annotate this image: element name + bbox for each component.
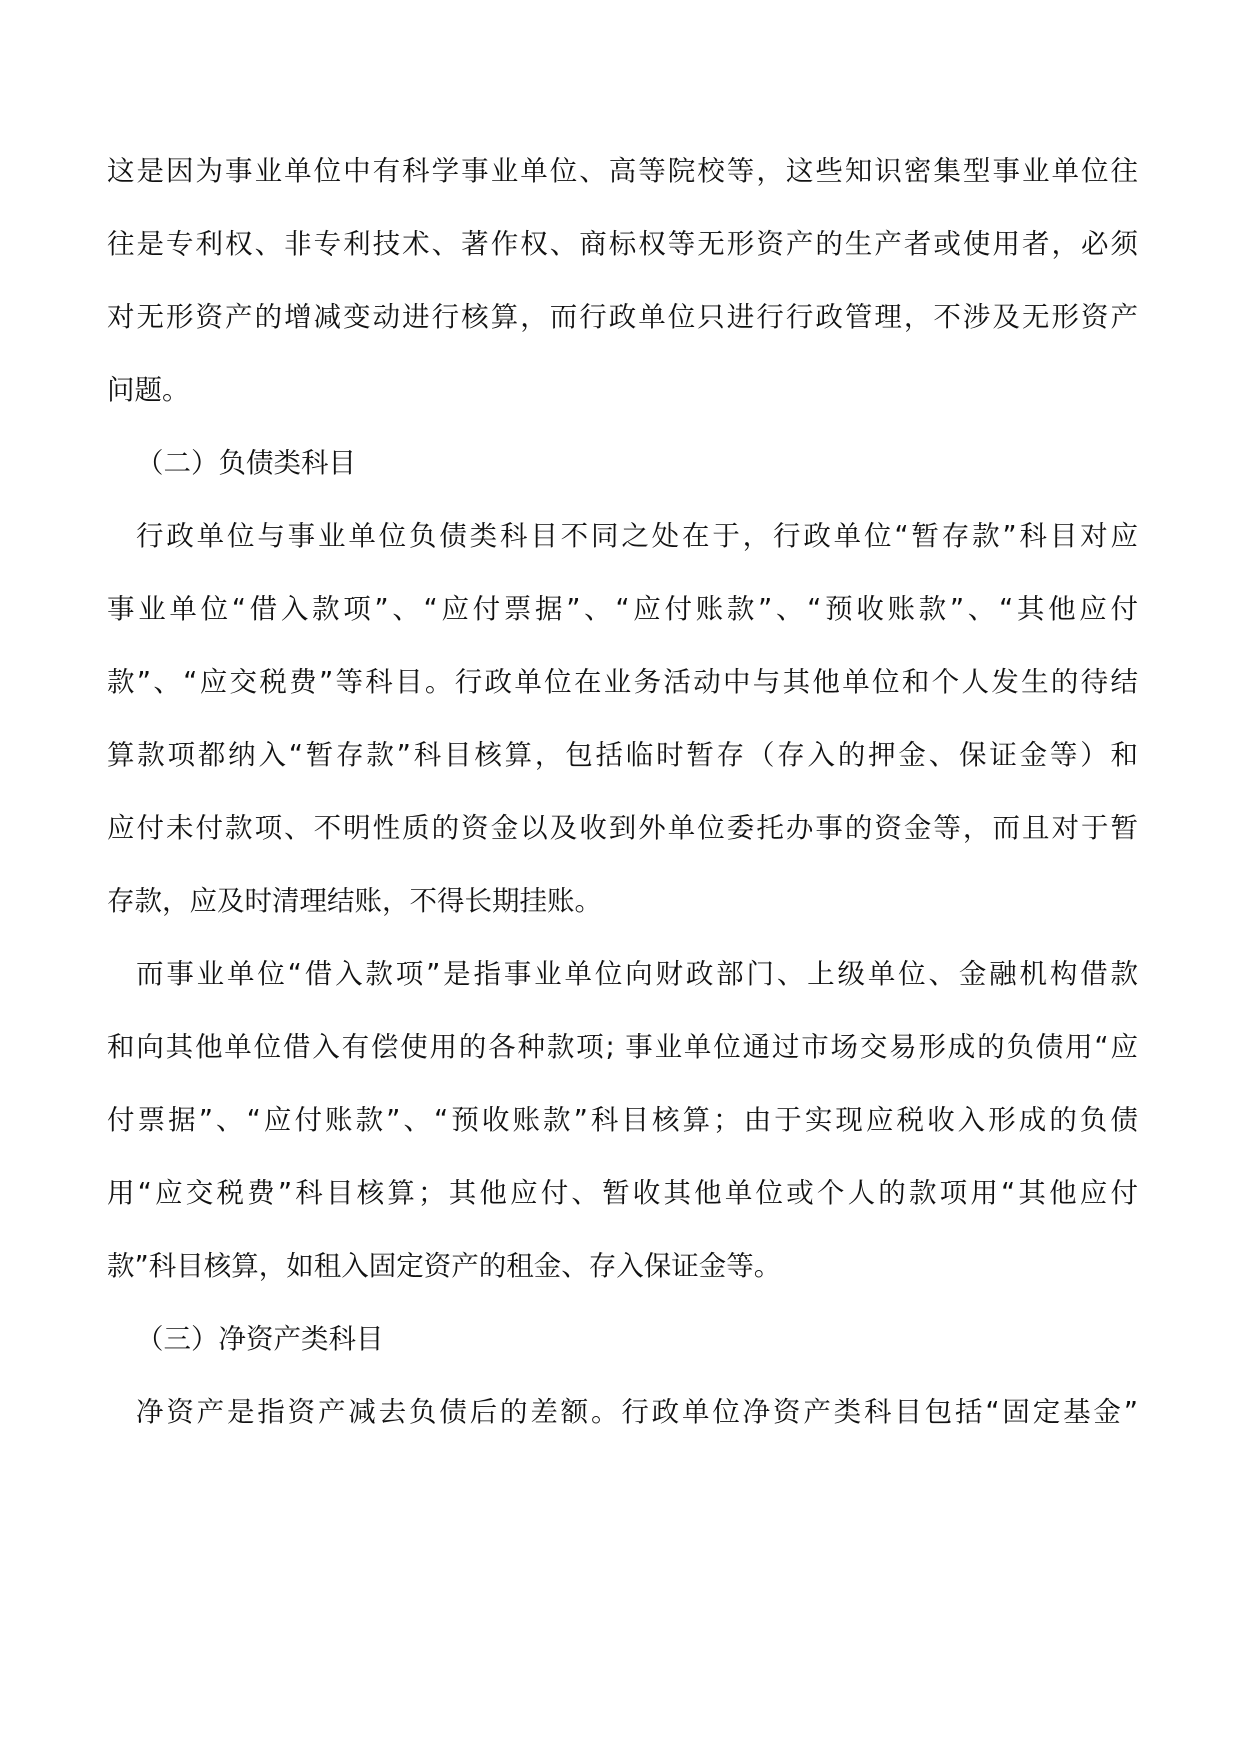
body-text-line: 付票据”、“应付账款”、“预收账款”科目核算；由于实现应税收入形成的负债 [107,1104,1138,1136]
body-text-line: 这是因为事业单位中有科学事业单位、高等院校等，这些知识密集型事业单位往 [107,155,1138,187]
body-text-line: 算款项都纳入“暂存款”科目核算，包括临时暂存（存入的押金、保证金等）和 [107,739,1138,771]
body-text-line: 问题。 [107,374,190,406]
body-text-line: 存款，应及时清理结账，不得长期挂账。 [107,885,602,917]
body-text-line: 事业单位“借入款项”、“应付票据”、“应付账款”、“预收账款”、“其他应付 [107,593,1138,625]
body-text-line: 款”、“应交税费”等科目。行政单位在业务活动中与其他单位和个人发生的待结 [107,666,1138,698]
body-text-line: 和向其他单位借入有偿使用的各种款项; 事业单位通过市场交易形成的负债用“应 [107,1031,1138,1063]
body-text-line: 而事业单位“借入款项”是指事业单位向财政部门、上级单位、金融机构借款 [136,958,1138,990]
section-heading: （三）净资产类科目 [136,1323,384,1355]
body-text-line: 行政单位与事业单位负债类科目不同之处在于，行政单位“暂存款”科目对应 [136,520,1138,552]
body-text-line: 往是专利权、非专利技术、著作权、商标权等无形资产的生产者或使用者，必须 [107,228,1138,260]
body-text-line: 用“应交税费”科目核算；其他应付、暂收其他单位或个人的款项用“其他应付 [107,1177,1138,1209]
body-text-line: 应付未付款项、不明性质的资金以及收到外单位委托办事的资金等，而且对于暂 [107,812,1138,844]
section-heading: （二）负债类科目 [136,447,356,479]
body-text-line: 对无形资产的增减变动进行核算，而行政单位只进行行政管理，不涉及无形资产 [107,301,1138,333]
body-text-line: 款”科目核算，如租入固定资产的租金、存入保证金等。 [107,1250,782,1282]
body-text-line: 净资产是指资产减去负债后的差额。行政单位净资产类科目包括“固定基金” [136,1396,1138,1428]
